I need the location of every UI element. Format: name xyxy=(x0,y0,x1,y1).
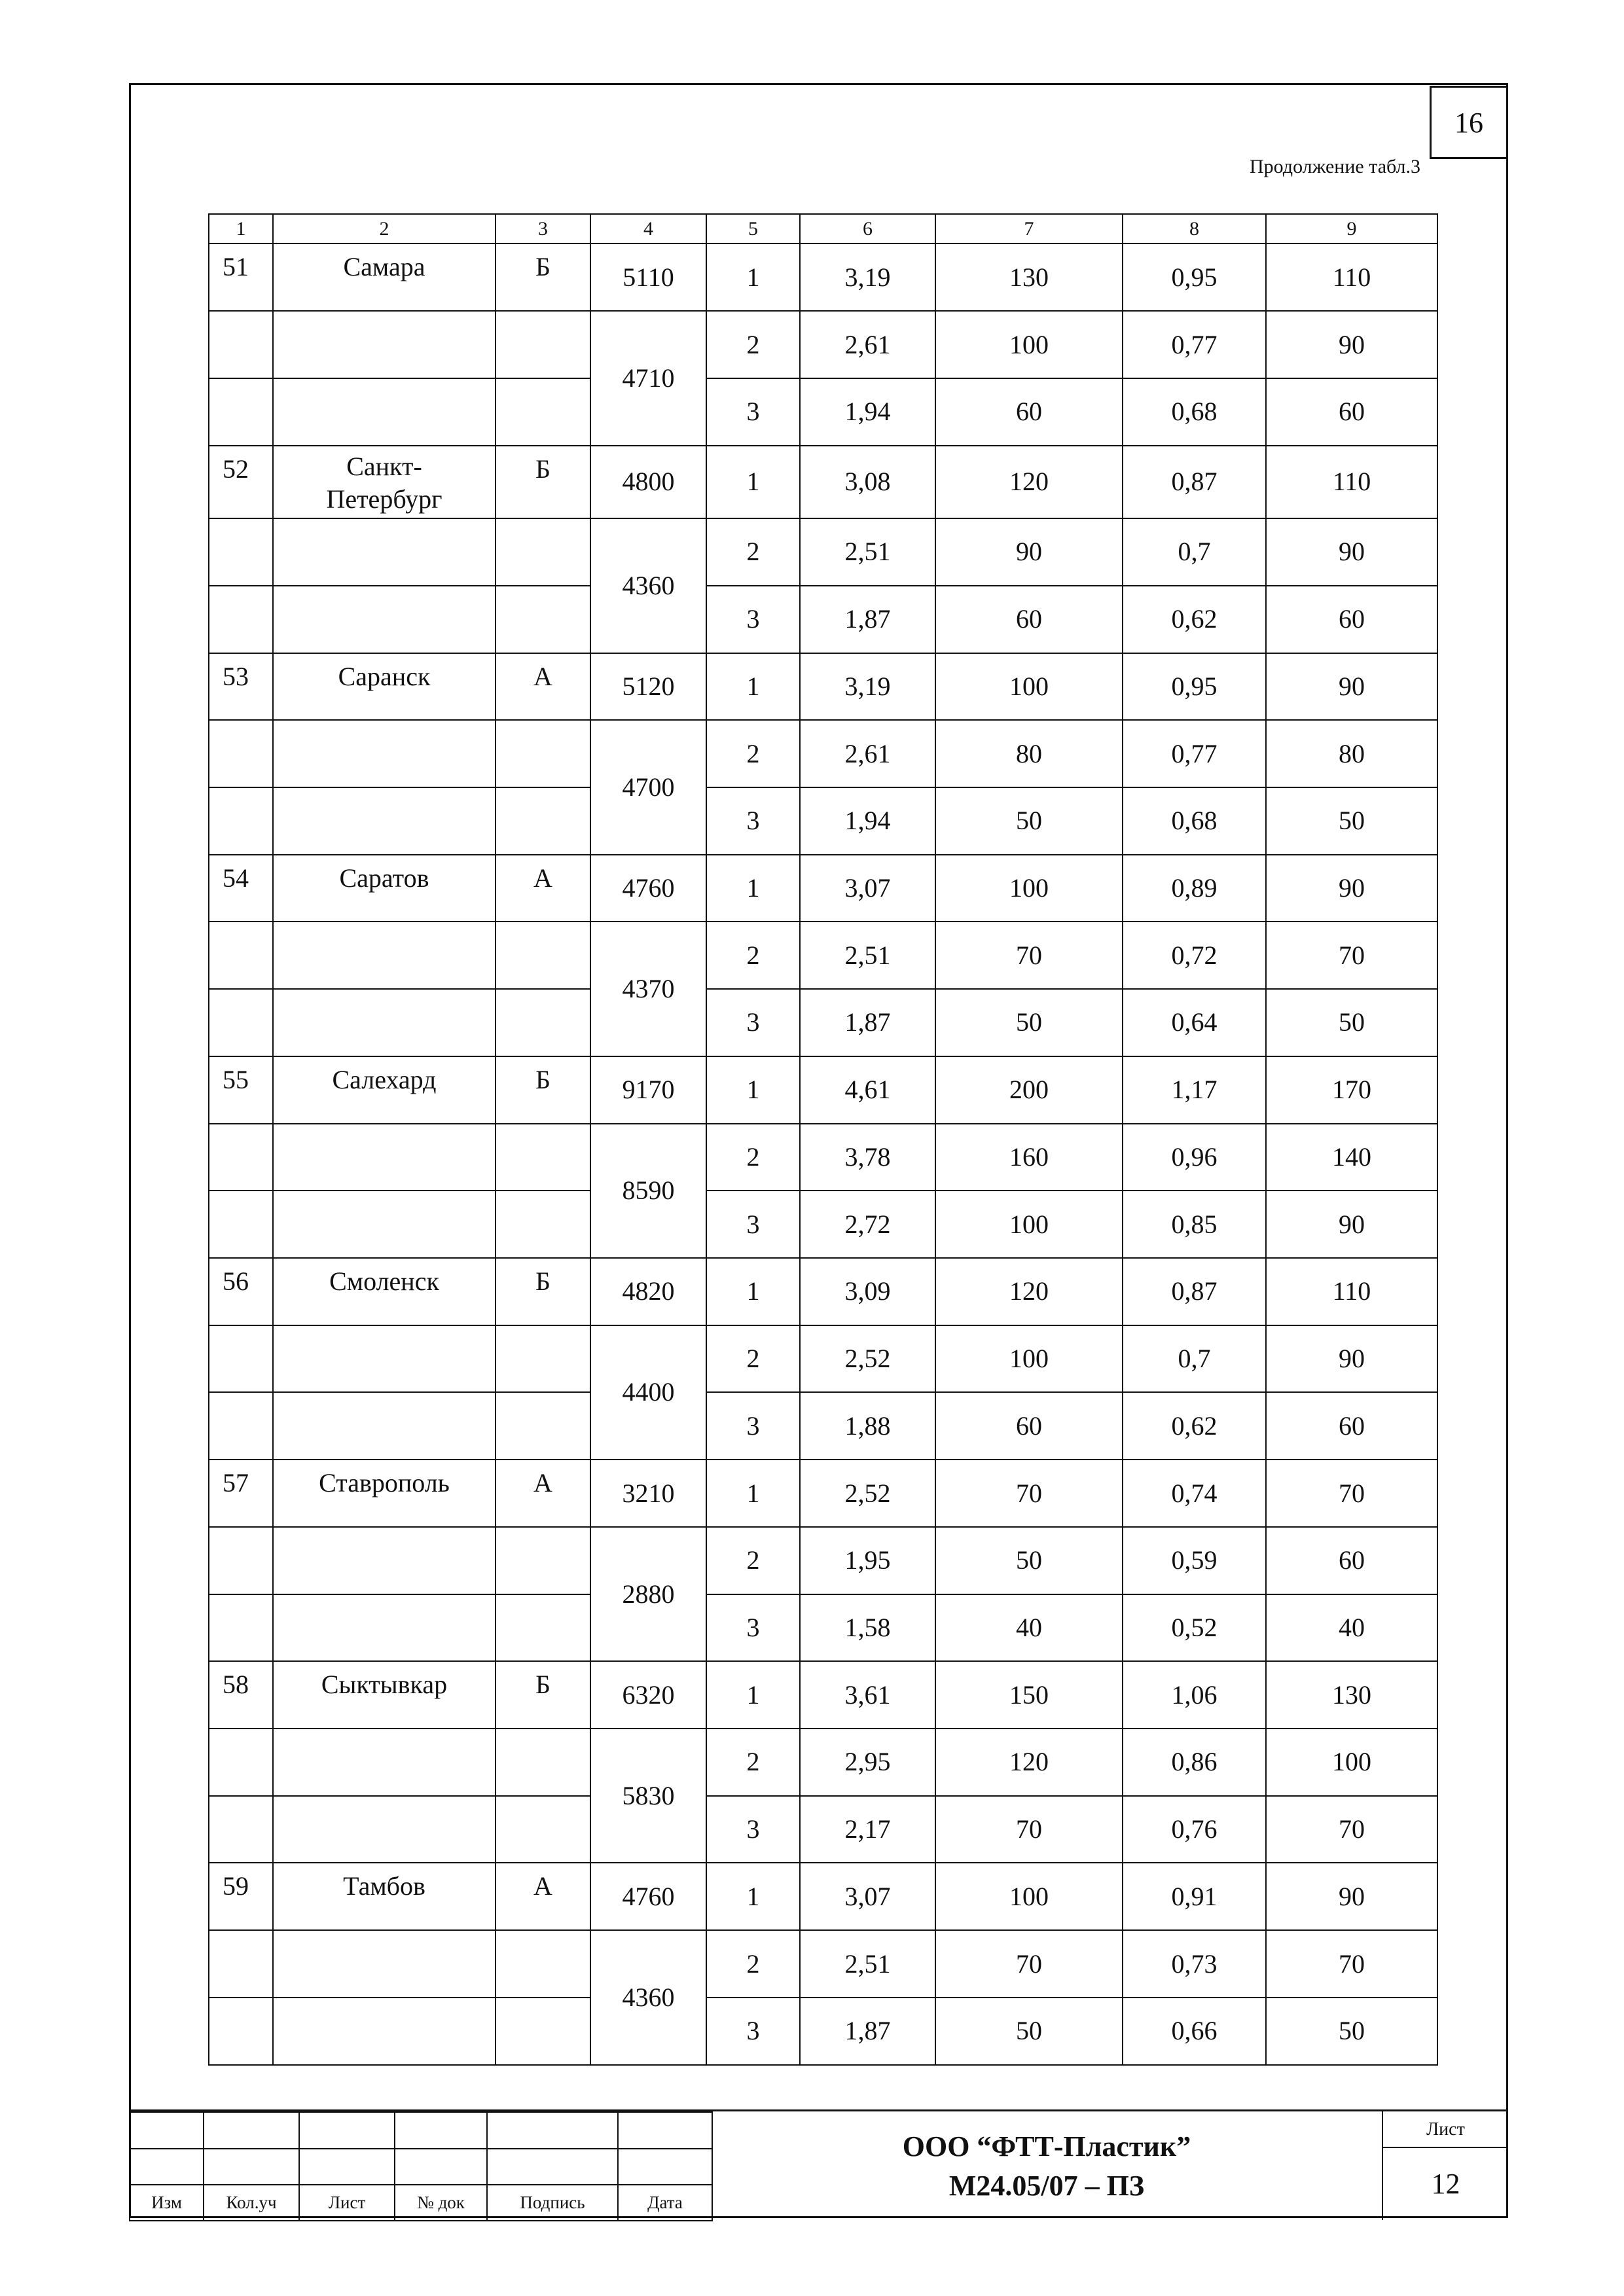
value-col4: 4710 xyxy=(590,311,706,445)
value-col8: 0,62 xyxy=(1123,586,1266,653)
value-col8: 0,91 xyxy=(1123,1863,1266,1930)
empty-cell xyxy=(209,1527,273,1594)
value-col6: 4,61 xyxy=(800,1056,935,1124)
empty-cell xyxy=(273,922,496,989)
value-col5: 1 xyxy=(706,855,800,922)
value-col6: 1,58 xyxy=(800,1594,935,1662)
empty-cell xyxy=(496,586,590,653)
value-col5: 1 xyxy=(706,1258,800,1325)
category: А xyxy=(496,653,590,721)
empty-cell xyxy=(496,378,590,446)
value-col4: 5110 xyxy=(590,243,706,311)
row-number: 52 xyxy=(209,446,273,519)
value-col8: 0,72 xyxy=(1123,922,1266,989)
value-col4: 3210 xyxy=(590,1460,706,1527)
value-col7: 60 xyxy=(935,378,1123,446)
value-col6: 1,94 xyxy=(800,787,935,855)
value-col8: 0,77 xyxy=(1123,720,1266,787)
value-col9: 90 xyxy=(1266,518,1437,586)
value-col4: 6320 xyxy=(590,1661,706,1729)
value-col7: 130 xyxy=(935,243,1123,311)
value-col9: 130 xyxy=(1266,1661,1437,1729)
value-col9: 110 xyxy=(1266,1258,1437,1325)
row-number: 58 xyxy=(209,1661,273,1729)
value-col6: 3,19 xyxy=(800,653,935,721)
empty-cell xyxy=(209,586,273,653)
value-col7: 70 xyxy=(935,1930,1123,1998)
value-col7: 100 xyxy=(935,653,1123,721)
table-row xyxy=(209,1729,1437,1796)
empty-cell xyxy=(496,922,590,989)
empty-cell xyxy=(273,311,496,378)
value-col9: 90 xyxy=(1266,855,1437,922)
empty-cell xyxy=(209,1392,273,1460)
value-col8: 0,59 xyxy=(1123,1527,1266,1594)
value-col6: 1,95 xyxy=(800,1527,935,1594)
title-block xyxy=(129,2109,1508,2220)
empty-cell xyxy=(273,1392,496,1460)
value-col8: 0,7 xyxy=(1123,1325,1266,1393)
value-col7: 50 xyxy=(935,1527,1123,1594)
table-row xyxy=(209,989,1437,1056)
value-col4: 9170 xyxy=(590,1056,706,1124)
value-col4: 8590 xyxy=(590,1124,706,1258)
value-col4: 4360 xyxy=(590,518,706,653)
value-col6: 3,78 xyxy=(800,1124,935,1191)
header-row xyxy=(209,214,1437,243)
value-col8: 0,95 xyxy=(1123,653,1266,721)
value-col4: 5120 xyxy=(590,653,706,721)
value-col8: 0,68 xyxy=(1123,787,1266,855)
table-row xyxy=(209,653,1437,721)
label-date: Дата xyxy=(618,2185,712,2221)
header-cell: 9 xyxy=(1266,214,1437,243)
value-col8: 0,87 xyxy=(1123,446,1266,519)
value-col6: 3,07 xyxy=(800,855,935,922)
value-col9: 110 xyxy=(1266,446,1437,519)
value-col6: 2,61 xyxy=(800,720,935,787)
table-row xyxy=(209,1325,1437,1393)
header-cell: 6 xyxy=(800,214,935,243)
value-col4: 4760 xyxy=(590,855,706,922)
value-col5: 1 xyxy=(706,1460,800,1527)
value-col7: 120 xyxy=(935,1729,1123,1796)
value-col5: 2 xyxy=(706,518,800,586)
empty-cell xyxy=(209,787,273,855)
value-col9: 70 xyxy=(1266,922,1437,989)
empty-cell xyxy=(209,1930,273,1998)
value-col6: 1,94 xyxy=(800,378,935,446)
value-col4: 4400 xyxy=(590,1325,706,1460)
value-col5: 3 xyxy=(706,1392,800,1460)
value-col8: 1,17 xyxy=(1123,1056,1266,1124)
value-col5: 1 xyxy=(706,1863,800,1930)
category: А xyxy=(496,855,590,922)
document-code: М24.05/07 – ПЗ xyxy=(948,2170,1145,2202)
value-col5: 1 xyxy=(706,446,800,519)
category: А xyxy=(496,1460,590,1527)
value-col9: 170 xyxy=(1266,1056,1437,1124)
value-col5: 3 xyxy=(706,787,800,855)
value-col5: 3 xyxy=(706,1191,800,1258)
value-col7: 120 xyxy=(935,446,1123,519)
empty-cell xyxy=(209,720,273,787)
empty-cell xyxy=(496,1594,590,1662)
value-col4: 4700 xyxy=(590,720,706,854)
empty-cell xyxy=(209,378,273,446)
value-col4: 2880 xyxy=(590,1527,706,1661)
header-cell: 4 xyxy=(590,214,706,243)
empty-cell xyxy=(496,720,590,787)
empty-cell xyxy=(273,787,496,855)
value-col6: 2,61 xyxy=(800,311,935,378)
value-col8: 0,86 xyxy=(1123,1729,1266,1796)
empty-cell xyxy=(273,989,496,1056)
value-col9: 60 xyxy=(1266,1392,1437,1460)
value-col9: 80 xyxy=(1266,720,1437,787)
empty-cell xyxy=(209,1998,273,2065)
company-name: ООО “ФТТ-Пластик” xyxy=(902,2130,1191,2162)
table-row xyxy=(209,1930,1437,1998)
value-col5: 2 xyxy=(706,922,800,989)
value-col6: 1,87 xyxy=(800,989,935,1056)
value-col7: 60 xyxy=(935,1392,1123,1460)
value-col8: 0,96 xyxy=(1123,1124,1266,1191)
value-col4: 4360 xyxy=(590,1930,706,2065)
empty-cell xyxy=(273,1796,496,1863)
value-col6: 2,72 xyxy=(800,1191,935,1258)
empty-cell xyxy=(273,1527,496,1594)
value-col8: 0,85 xyxy=(1123,1191,1266,1258)
header-cell: 3 xyxy=(496,214,590,243)
empty-cell xyxy=(209,311,273,378)
value-col7: 100 xyxy=(935,1863,1123,1930)
value-col5: 3 xyxy=(706,378,800,446)
city-name: Саранск xyxy=(273,653,496,721)
value-col4: 4370 xyxy=(590,922,706,1056)
empty-cell xyxy=(273,586,496,653)
value-col9: 70 xyxy=(1266,1930,1437,1998)
empty-cell xyxy=(273,1930,496,1998)
sheet-number: 12 xyxy=(1431,2168,1460,2200)
header-cell: 8 xyxy=(1123,214,1266,243)
value-col8: 0,73 xyxy=(1123,1930,1266,1998)
empty-cell xyxy=(496,1191,590,1258)
value-col4: 4760 xyxy=(590,1863,706,1930)
city-name: Самара xyxy=(273,243,496,311)
header-cell: 7 xyxy=(935,214,1123,243)
table-row xyxy=(209,1124,1437,1191)
table-row xyxy=(209,446,1437,519)
value-col8: 0,77 xyxy=(1123,311,1266,378)
value-col7: 100 xyxy=(935,1191,1123,1258)
value-col7: 200 xyxy=(935,1056,1123,1124)
empty-cell xyxy=(496,1392,590,1460)
category: Б xyxy=(496,1258,590,1325)
value-col8: 0,66 xyxy=(1123,1998,1266,2065)
value-col5: 2 xyxy=(706,1930,800,1998)
value-col9: 50 xyxy=(1266,1998,1437,2065)
header-cell: 5 xyxy=(706,214,800,243)
empty-cell xyxy=(209,1594,273,1662)
empty-cell xyxy=(273,518,496,586)
empty-cell xyxy=(496,1729,590,1796)
table-row xyxy=(209,1056,1437,1124)
value-col6: 2,52 xyxy=(800,1325,935,1393)
value-col7: 50 xyxy=(935,1998,1123,2065)
value-col6: 2,51 xyxy=(800,518,935,586)
table-row xyxy=(209,1392,1437,1460)
header-cell: 2 xyxy=(273,214,496,243)
label-sheet: Лист xyxy=(299,2185,395,2221)
value-col5: 2 xyxy=(706,1527,800,1594)
table-row xyxy=(209,1863,1437,1930)
value-col6: 3,19 xyxy=(800,243,935,311)
value-col7: 40 xyxy=(935,1594,1123,1662)
value-col7: 50 xyxy=(935,989,1123,1056)
table-row xyxy=(209,1998,1437,2065)
value-col6: 3,08 xyxy=(800,446,935,519)
value-col6: 2,52 xyxy=(800,1460,935,1527)
value-col9: 100 xyxy=(1266,1729,1437,1796)
table-row xyxy=(209,1796,1437,1863)
empty-cell xyxy=(273,1325,496,1393)
value-col7: 70 xyxy=(935,1796,1123,1863)
table-row xyxy=(209,1258,1437,1325)
value-col4: 5830 xyxy=(590,1729,706,1863)
empty-cell xyxy=(273,1191,496,1258)
label-change: Изм xyxy=(130,2185,204,2221)
table-row xyxy=(209,243,1437,311)
empty-cell xyxy=(273,1998,496,2065)
value-col8: 0,76 xyxy=(1123,1796,1266,1863)
value-col9: 60 xyxy=(1266,378,1437,446)
value-col9: 70 xyxy=(1266,1460,1437,1527)
value-col5: 3 xyxy=(706,586,800,653)
value-col5: 2 xyxy=(706,1729,800,1796)
value-col5: 2 xyxy=(706,1124,800,1191)
empty-cell xyxy=(273,720,496,787)
value-col8: 0,89 xyxy=(1123,855,1266,922)
empty-cell xyxy=(209,989,273,1056)
value-col5: 3 xyxy=(706,989,800,1056)
empty-cell xyxy=(496,787,590,855)
value-col9: 60 xyxy=(1266,586,1437,653)
table-row xyxy=(209,1527,1437,1594)
table-row xyxy=(209,720,1437,787)
value-col4: 4800 xyxy=(590,446,706,519)
label-qty: Кол.уч xyxy=(204,2185,299,2221)
empty-cell xyxy=(209,1796,273,1863)
value-col6: 2,95 xyxy=(800,1729,935,1796)
empty-cell xyxy=(273,378,496,446)
signature-table xyxy=(129,2111,713,2221)
value-col6: 2,51 xyxy=(800,922,935,989)
city-name: Сыктывкар xyxy=(273,1661,496,1729)
header-cell: 1 xyxy=(209,214,273,243)
sheet-label: Лист xyxy=(1383,2111,1508,2148)
city-name: Ставрополь xyxy=(273,1460,496,1527)
row-number: 56 xyxy=(209,1258,273,1325)
value-col5: 1 xyxy=(706,1661,800,1729)
empty-cell xyxy=(209,1124,273,1191)
value-col8: 0,62 xyxy=(1123,1392,1266,1460)
data-table xyxy=(208,213,1438,2066)
table-row xyxy=(209,1661,1437,1729)
value-col9: 110 xyxy=(1266,243,1437,311)
value-col7: 60 xyxy=(935,586,1123,653)
empty-cell xyxy=(496,1527,590,1594)
value-col7: 90 xyxy=(935,518,1123,586)
empty-cell xyxy=(209,1729,273,1796)
value-col9: 90 xyxy=(1266,653,1437,721)
category: Б xyxy=(496,1056,590,1124)
value-col8: 0,95 xyxy=(1123,243,1266,311)
empty-cell xyxy=(273,1124,496,1191)
table-row xyxy=(209,922,1437,989)
value-col7: 100 xyxy=(935,855,1123,922)
value-col6: 2,51 xyxy=(800,1930,935,1998)
value-col6: 3,61 xyxy=(800,1661,935,1729)
value-col6: 3,07 xyxy=(800,1863,935,1930)
value-col6: 1,87 xyxy=(800,586,935,653)
value-col8: 0,52 xyxy=(1123,1594,1266,1662)
value-col9: 90 xyxy=(1266,311,1437,378)
value-col7: 70 xyxy=(935,922,1123,989)
city-name: Смоленск xyxy=(273,1258,496,1325)
value-col9: 50 xyxy=(1266,787,1437,855)
value-col6: 1,88 xyxy=(800,1392,935,1460)
value-col9: 90 xyxy=(1266,1325,1437,1393)
empty-cell xyxy=(496,1124,590,1191)
table-row xyxy=(209,855,1437,922)
row-number: 55 xyxy=(209,1056,273,1124)
empty-cell xyxy=(496,989,590,1056)
value-col7: 100 xyxy=(935,311,1123,378)
label-doc-no: № док xyxy=(395,2185,487,2221)
value-col9: 70 xyxy=(1266,1796,1437,1863)
empty-cell xyxy=(496,1325,590,1393)
row-number: 54 xyxy=(209,855,273,922)
table-row xyxy=(209,1460,1437,1527)
empty-cell xyxy=(496,518,590,586)
empty-cell xyxy=(209,518,273,586)
value-col9: 40 xyxy=(1266,1594,1437,1662)
table-row xyxy=(209,378,1437,446)
value-col7: 100 xyxy=(935,1325,1123,1393)
value-col8: 1,06 xyxy=(1123,1661,1266,1729)
value-col8: 0,7 xyxy=(1123,518,1266,586)
label-signature: Подпись xyxy=(487,2185,618,2221)
table-row xyxy=(209,787,1437,855)
empty-cell xyxy=(209,1191,273,1258)
table-row xyxy=(209,311,1437,378)
value-col4: 4820 xyxy=(590,1258,706,1325)
value-col7: 160 xyxy=(935,1124,1123,1191)
city-name: Санкт- Петербург xyxy=(273,446,496,519)
row-number: 51 xyxy=(209,243,273,311)
empty-cell xyxy=(496,1998,590,2065)
value-col7: 80 xyxy=(935,720,1123,787)
value-col5: 3 xyxy=(706,1998,800,2065)
row-number: 53 xyxy=(209,653,273,721)
value-col5: 1 xyxy=(706,653,800,721)
city-name: Тамбов xyxy=(273,1863,496,1930)
value-col5: 1 xyxy=(706,243,800,311)
value-col6: 2,17 xyxy=(800,1796,935,1863)
table-row xyxy=(209,1594,1437,1662)
sheet-cell xyxy=(1382,2111,1508,2220)
category: Б xyxy=(496,446,590,519)
value-col5: 2 xyxy=(706,720,800,787)
empty-cell xyxy=(496,1930,590,1998)
value-col7: 150 xyxy=(935,1661,1123,1729)
value-col5: 3 xyxy=(706,1796,800,1863)
value-col5: 3 xyxy=(706,1594,800,1662)
row-number: 59 xyxy=(209,1863,273,1930)
value-col9: 90 xyxy=(1266,1191,1437,1258)
row-number: 57 xyxy=(209,1460,273,1527)
city-name: Салехард xyxy=(273,1056,496,1124)
empty-cell xyxy=(496,311,590,378)
page-number: 16 xyxy=(1430,86,1508,159)
value-col9: 140 xyxy=(1266,1124,1437,1191)
empty-cell xyxy=(209,1325,273,1393)
empty-cell xyxy=(496,1796,590,1863)
value-col6: 1,87 xyxy=(800,1998,935,2065)
value-col9: 90 xyxy=(1266,1863,1437,1930)
value-col5: 2 xyxy=(706,1325,800,1393)
empty-cell xyxy=(273,1729,496,1796)
table-row xyxy=(209,518,1437,586)
category: Б xyxy=(496,1661,590,1729)
table-row xyxy=(209,586,1437,653)
empty-cell xyxy=(209,922,273,989)
value-col7: 70 xyxy=(935,1460,1123,1527)
value-col5: 1 xyxy=(706,1056,800,1124)
value-col9: 60 xyxy=(1266,1527,1437,1594)
value-col8: 0,87 xyxy=(1123,1258,1266,1325)
value-col9: 50 xyxy=(1266,989,1437,1056)
value-col8: 0,64 xyxy=(1123,989,1266,1056)
city-name: Саратов xyxy=(273,855,496,922)
empty-cell xyxy=(273,1594,496,1662)
value-col8: 0,68 xyxy=(1123,378,1266,446)
continuation-label: Продолжение табл.3 xyxy=(1250,156,1420,177)
table-row xyxy=(209,1191,1437,1258)
value-col8: 0,74 xyxy=(1123,1460,1266,1527)
value-col7: 120 xyxy=(935,1258,1123,1325)
category: Б xyxy=(496,243,590,311)
value-col6: 3,09 xyxy=(800,1258,935,1325)
value-col5: 2 xyxy=(706,311,800,378)
category: А xyxy=(496,1863,590,1930)
value-col7: 50 xyxy=(935,787,1123,855)
